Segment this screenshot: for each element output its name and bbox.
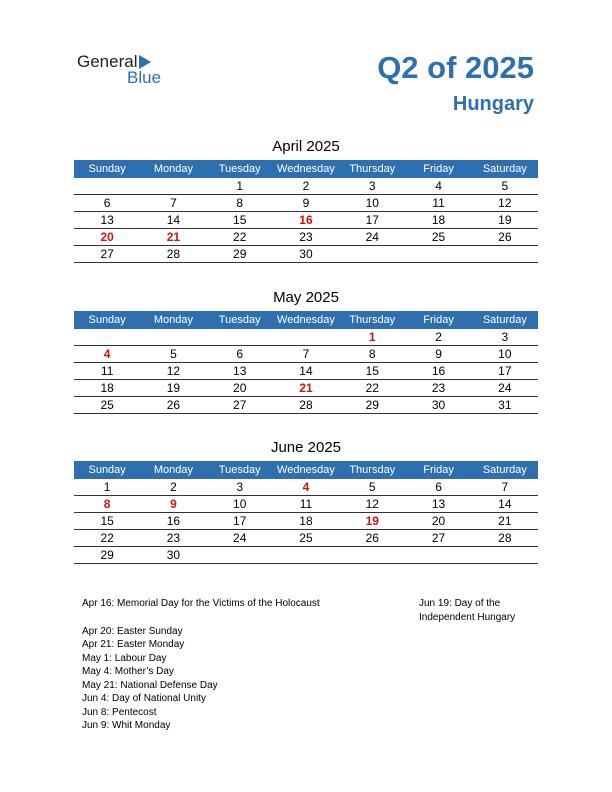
day-cell: 16 [140,513,206,530]
day-cell: 6 [405,479,471,496]
holiday-item: Jun 9: Whit Monday [82,720,171,731]
holiday-item: Jun 4: Day of National Unity [82,693,206,704]
day-cell: 21 [472,513,538,530]
day-cell [74,178,140,195]
day-cell: 14 [273,363,339,380]
holiday-item: Apr 20: Easter Sunday [82,625,183,637]
day-cell: 7 [273,346,339,363]
day-cell: 19 [140,380,206,397]
day-cell: 5 [140,346,206,363]
day-cell: 13 [405,496,471,513]
weekday-header: Tuesday [207,461,273,479]
holiday-item: May 21: National Defense Day [82,679,218,691]
weekday-header: Saturday [472,311,538,329]
day-cell: 30 [273,246,339,263]
day-cell: 11 [273,496,339,513]
day-cell: 30 [405,397,471,414]
day-cell: 1 [74,479,140,496]
month-june [74,439,538,564]
day-cell: 20 [207,380,273,397]
day-cell: 22 [339,380,405,397]
day-cell: 9 [273,195,339,212]
week-row [74,530,538,547]
holiday-item: Apr 16: Memorial Day for the Victims of the Holocaust [82,598,320,609]
day-cell: 2 [405,329,471,346]
holiday-item: Jun 19: Day of the [419,598,501,609]
day-cell: 28 [472,530,538,547]
day-cell: 11 [405,195,471,212]
month-title: June 2025 [270,439,342,456]
day-cell: 14 [472,496,538,513]
day-cell: 12 [140,363,206,380]
weekday-header: Sunday [74,311,140,329]
logo-triangle-icon [139,55,151,69]
day-cell: 23 [140,530,206,547]
weekday-header: Monday [140,461,206,479]
day-cell: 28 [140,246,206,263]
weekday-header: Saturday [472,160,538,178]
day-cell: 3 [207,479,273,496]
day-cell: 13 [74,212,140,229]
day-cell: 26 [472,229,538,246]
day-cell: 29 [339,397,405,414]
weekday-header: Wednesday [273,461,339,479]
day-cell [339,547,405,564]
day-cell: 2 [140,479,206,496]
day-cell: 2 [273,178,339,195]
week-row [74,246,538,263]
weekday-header: Friday [405,160,471,178]
holiday-list-right [419,597,549,624]
day-cell: 21 [140,229,206,246]
day-cell: 27 [207,397,273,414]
day-cell [140,329,206,346]
week-row [74,178,538,195]
holiday-item: May 4: Mother’s Day [82,666,174,677]
day-cell: 20 [405,513,471,530]
week-row [74,329,538,346]
calendar-table [74,160,538,263]
week-row [74,363,538,380]
day-cell: 8 [207,195,273,212]
day-cell: 25 [405,229,471,246]
weekday-header: Sunday [74,461,140,479]
day-cell: 15 [207,212,273,229]
day-cell: 5 [339,479,405,496]
day-cell: 4 [405,178,471,195]
logo-blue-text: Blue [127,68,162,87]
page-title: Q2 of 2025 [377,50,534,85]
day-cell: 31 [472,397,538,414]
day-cell: 9 [405,346,471,363]
day-cell: 19 [472,212,538,229]
day-cell: 18 [405,212,471,229]
calendar-table [74,311,538,414]
day-cell [273,329,339,346]
week-row [74,195,538,212]
day-cell: 4 [74,346,140,363]
day-cell: 11 [74,363,140,380]
day-cell: 1 [207,178,273,195]
day-cell: 6 [74,195,140,212]
day-cell [339,246,405,263]
weekday-header: Wednesday [273,160,339,178]
day-cell: 9 [140,496,206,513]
week-row [74,380,538,397]
day-cell [207,547,273,564]
day-cell: 8 [74,496,140,513]
day-cell: 24 [472,380,538,397]
day-cell: 10 [472,346,538,363]
day-cell: 12 [339,496,405,513]
day-cell: 18 [74,380,140,397]
holiday-item: May 1: Labour Day [82,652,167,664]
weekday-header: Friday [405,461,471,479]
day-cell: 7 [472,479,538,496]
week-row [74,229,538,246]
weekday-header: Thursday [339,160,405,178]
day-cell: 17 [472,363,538,380]
day-cell: 12 [472,195,538,212]
week-row [74,547,538,564]
month-april [74,138,538,263]
day-cell: 27 [74,246,140,263]
weekday-header: Monday [140,160,206,178]
day-cell [472,246,538,263]
day-cell: 15 [74,513,140,530]
day-cell: 6 [207,346,273,363]
day-cell: 5 [472,178,538,195]
day-cell [74,329,140,346]
day-cell: 17 [207,513,273,530]
weekday-header: Sunday [74,160,140,178]
week-row [74,479,538,496]
weekday-header: Thursday [339,311,405,329]
day-cell: 3 [339,178,405,195]
day-cell: 25 [273,530,339,547]
day-cell: 23 [405,380,471,397]
day-cell: 13 [207,363,273,380]
day-cell: 16 [405,363,471,380]
weekday-header: Saturday [472,461,538,479]
weekday-header: Thursday [339,461,405,479]
day-cell: 10 [339,195,405,212]
holiday-list [82,597,402,733]
day-cell: 27 [405,530,471,547]
day-cell [405,246,471,263]
day-cell: 14 [140,212,206,229]
day-cell: 29 [74,547,140,564]
day-cell: 22 [74,530,140,547]
day-cell: 15 [339,363,405,380]
week-row [74,513,538,530]
day-cell: 25 [74,397,140,414]
weekday-header: Friday [405,311,471,329]
day-cell: 10 [207,496,273,513]
day-cell: 29 [207,246,273,263]
day-cell [140,178,206,195]
calendar-table [74,461,538,564]
day-cell [405,547,471,564]
country-name: Hungary [452,93,534,115]
holiday-item: Jun 8: Pentecost [82,706,157,718]
holiday-item: Apr 21: Easter Monday [82,639,185,650]
day-cell: 23 [273,229,339,246]
day-cell: 26 [339,530,405,547]
day-cell: 4 [273,479,339,496]
day-cell: 26 [140,397,206,414]
weekday-header: Tuesday [207,160,273,178]
week-row [74,397,538,414]
weekday-header: Wednesday [273,311,339,329]
day-cell [472,547,538,564]
weekday-header: Tuesday [207,311,273,329]
day-cell: 16 [273,212,339,229]
day-cell: 20 [74,229,140,246]
day-cell: 30 [140,547,206,564]
day-cell: 24 [339,229,405,246]
day-cell: 3 [472,329,538,346]
month-title: April 2025 [272,138,340,155]
weekday-header: Monday [140,311,206,329]
day-cell: 17 [339,212,405,229]
day-cell: 22 [207,229,273,246]
month-may [74,289,538,414]
day-cell: 21 [273,380,339,397]
day-cell [273,547,339,564]
day-cell: 19 [339,513,405,530]
day-cell: 18 [273,513,339,530]
day-cell: 7 [140,195,206,212]
week-row [74,212,538,229]
holiday-item: Independent Hungary [419,611,516,623]
day-cell: 24 [207,530,273,547]
logo-general-text: General [77,52,138,71]
month-title: May 2025 [273,289,339,306]
week-row [74,346,538,363]
day-cell [207,329,273,346]
day-cell: 28 [273,397,339,414]
day-cell: 1 [339,329,405,346]
day-cell: 8 [339,346,405,363]
week-row [74,496,538,513]
